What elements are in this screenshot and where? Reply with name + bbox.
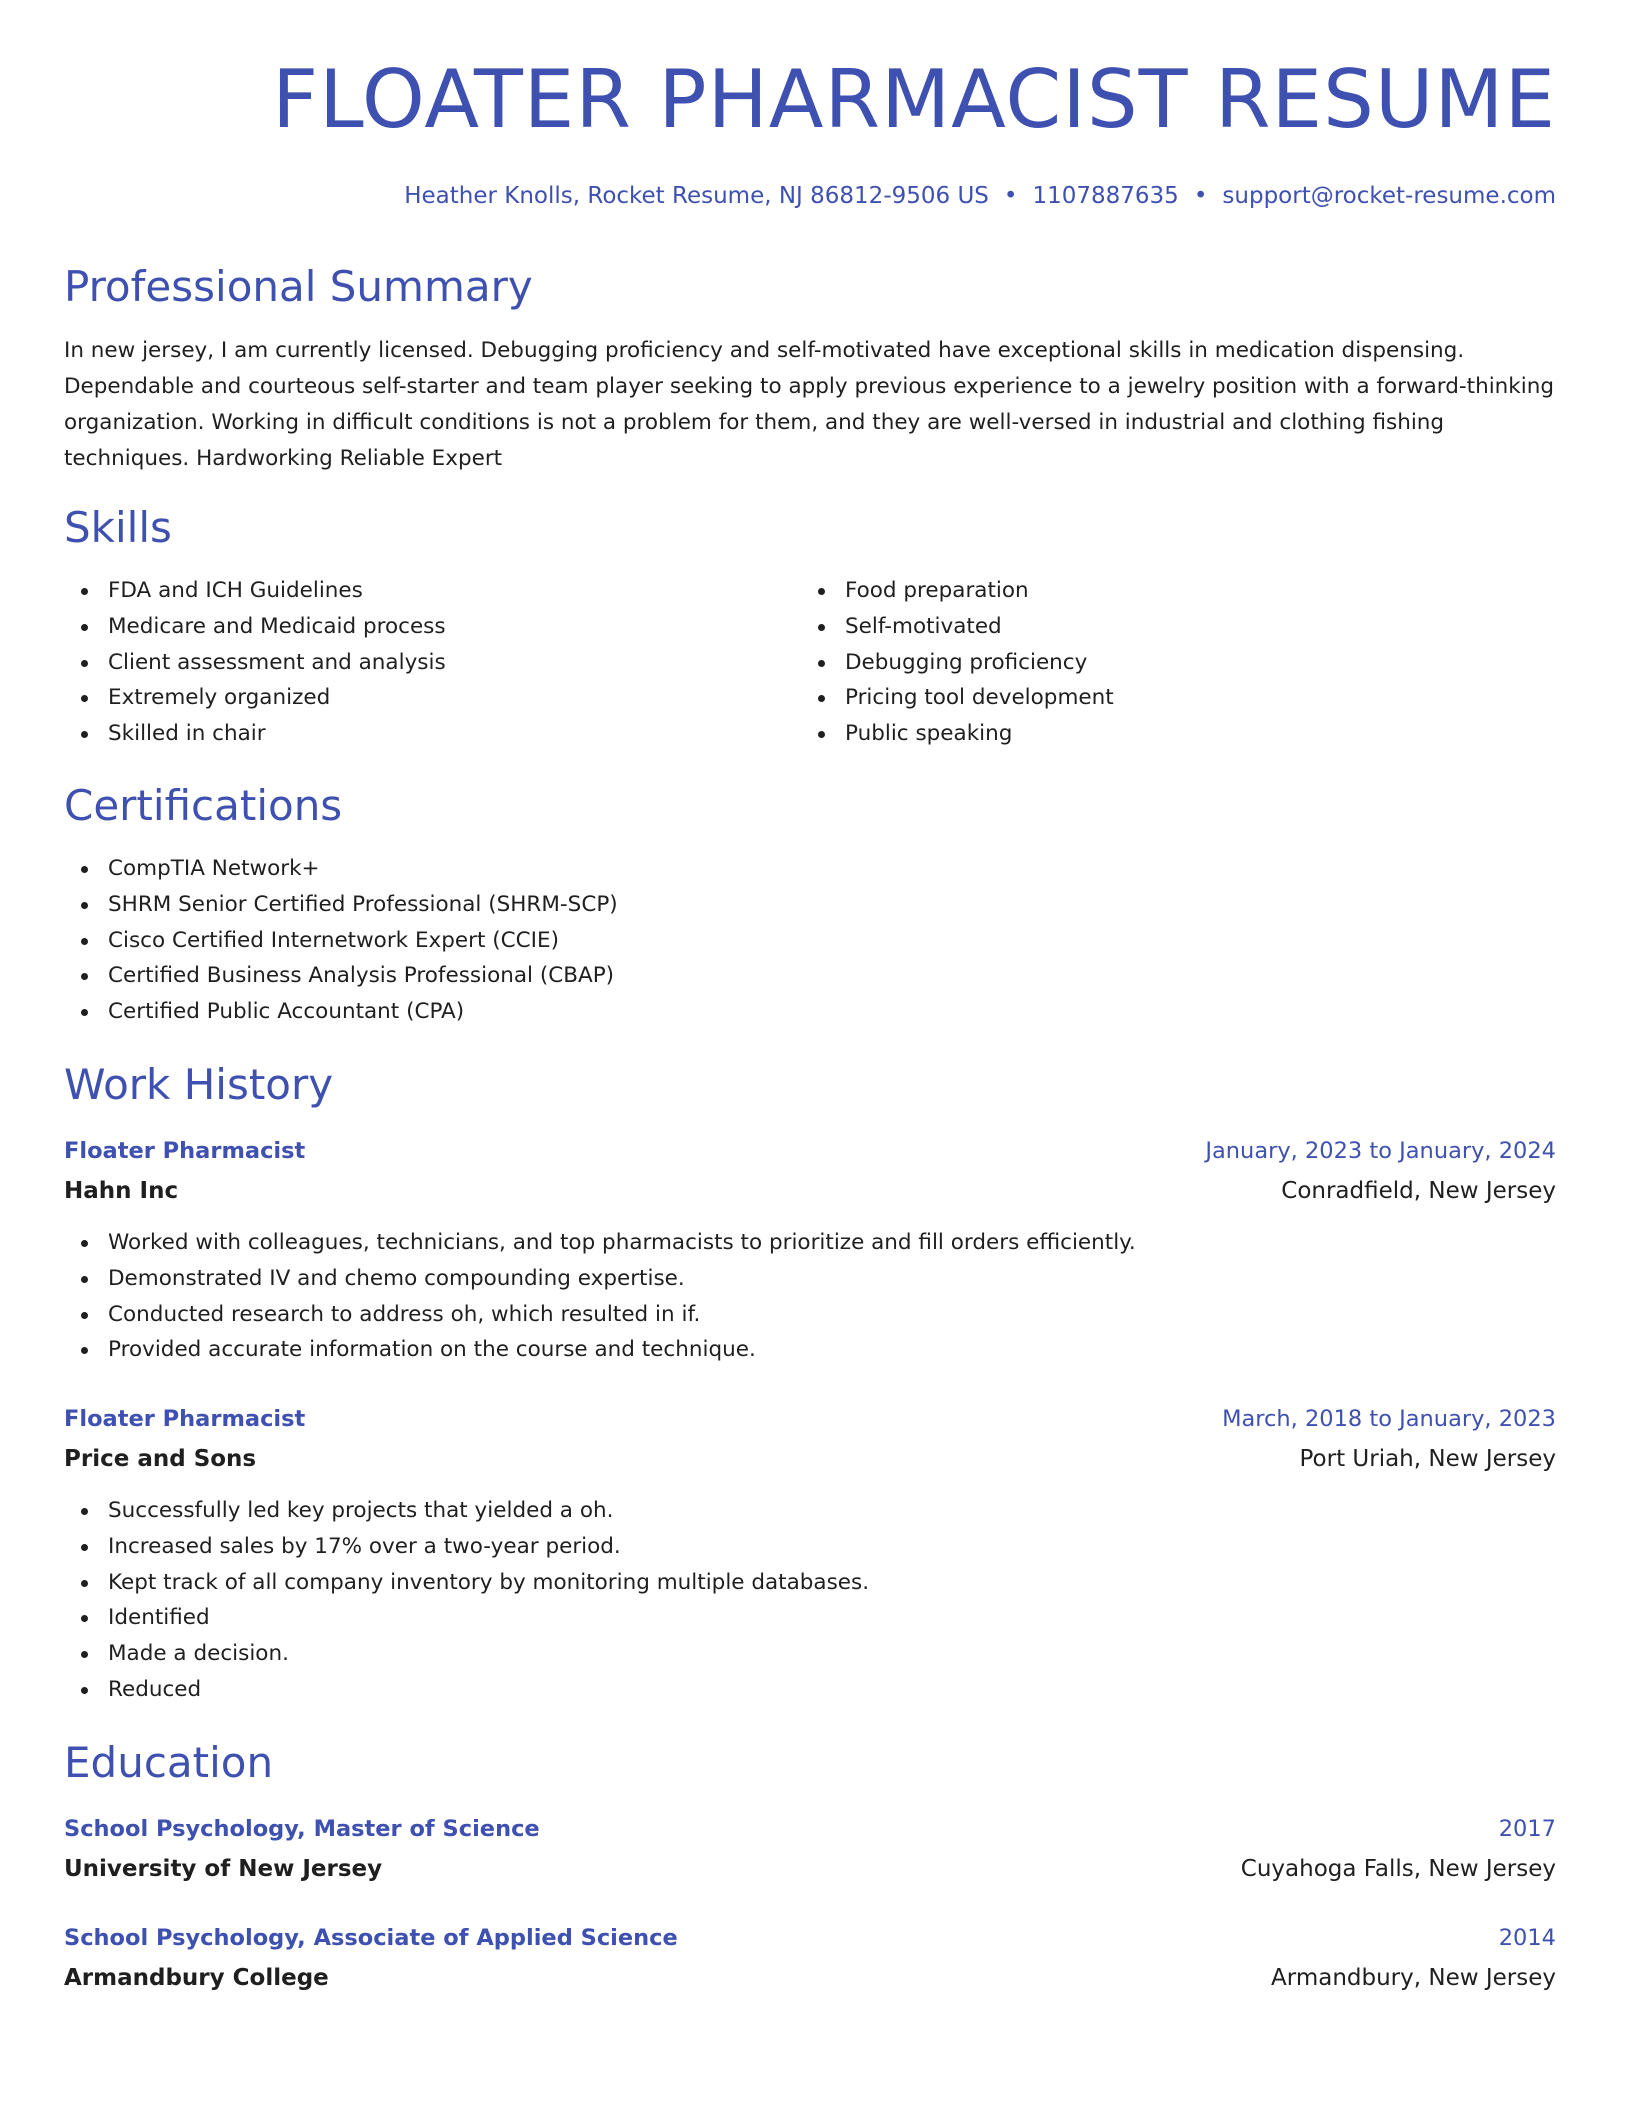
education-location: Cuyahoga Falls, New Jersey <box>1240 1856 1556 1882</box>
education-year: 2017 <box>1498 1816 1556 1842</box>
job-bullets <box>64 1225 1136 1368</box>
contact-line <box>404 181 1556 211</box>
job-company: Price and Sons <box>64 1446 257 1472</box>
job-bullet: Demonstrated IV and chemo compounding expertise. <box>64 1261 1136 1297</box>
job-bullet: Conducted research to address oh, which resulted in if. <box>64 1297 1136 1333</box>
skill-item: Client assessment and analysis <box>64 645 446 681</box>
work-history-heading: Work History <box>64 1060 334 1109</box>
education-location: Armandbury, New Jersey <box>1271 1965 1556 1991</box>
education-school: University of New Jersey <box>64 1856 383 1882</box>
job-bullet: Reduced <box>64 1672 869 1708</box>
job-company: Hahn Inc <box>64 1178 179 1204</box>
job-title: Floater Pharmacist <box>64 1138 306 1164</box>
skills-heading: Skills <box>64 503 172 552</box>
skill-item: Pricing tool development <box>801 680 1114 716</box>
resume-title: FLOATER PHARMACIST RESUME <box>272 53 1556 146</box>
certification-item: Certified Business Analysis Professional (CBAP) <box>64 958 618 994</box>
certification-item: SHRM Senior Certified Professional (SHRM-SCP) <box>64 887 618 923</box>
education-degree: School Psychology, Master of Science <box>64 1816 540 1842</box>
education-heading: Education <box>64 1738 274 1787</box>
skill-item: Self-motivated <box>801 609 1114 645</box>
job-location: Port Uriah, New Jersey <box>1299 1446 1556 1472</box>
job-dates: January, 2023 to January, 2024 <box>1205 1138 1556 1164</box>
skill-item: Extremely organized <box>64 680 446 716</box>
job-bullet: Identified <box>64 1600 869 1636</box>
job-bullet: Increased sales by 17% over a two-year period. <box>64 1529 869 1565</box>
certifications-list <box>64 851 618 1030</box>
job-bullet: Made a decision. <box>64 1636 869 1672</box>
certification-item: Certified Public Accountant (CPA) <box>64 994 618 1030</box>
contact-separator: • <box>1003 183 1018 209</box>
contact-address: Heather Knolls, Rocket Resume, NJ 86812-9506 US <box>404 183 989 209</box>
job-location: Conradfield, New Jersey <box>1281 1178 1556 1204</box>
skill-item: Food preparation <box>801 573 1114 609</box>
job-title: Floater Pharmacist <box>64 1406 306 1432</box>
skill-item: Medicare and Medicaid process <box>64 609 446 645</box>
certification-item: Cisco Certified Internetwork Expert (CCIE) <box>64 923 618 959</box>
education-school: Armandbury College <box>64 1965 329 1991</box>
skill-item: Public speaking <box>801 716 1114 752</box>
contact-phone[interactable]: 1107887635 <box>1032 183 1179 209</box>
education-year: 2014 <box>1498 1925 1556 1951</box>
education-degree: School Psychology, Associate of Applied Science <box>64 1925 678 1951</box>
skill-item: Skilled in chair <box>64 716 446 752</box>
skills-left-column <box>64 573 446 752</box>
job-bullet: Worked with colleagues, technicians, and top pharmacists to prioritize and fill orders efficiently. <box>64 1225 1136 1261</box>
job-bullet: Provided accurate information on the course and technique. <box>64 1332 1136 1368</box>
summary-heading: Professional Summary <box>64 262 533 311</box>
skill-item: FDA and ICH Guidelines <box>64 573 446 609</box>
contact-separator: • <box>1193 183 1208 209</box>
job-bullet: Kept track of all company inventory by monitoring multiple databases. <box>64 1565 869 1601</box>
summary-text: In new jersey, I am currently licensed. Debugging proficiency and self-motivated have exceptional skills in medication dispensing. Dependable and courteous self-starter and team player seeking to apply previous experience to a jewelry position with a forward-thinking organization. Working in difficult conditions is not a problem for them, and they are well-versed in industrial and clothing fishing techniques. Hardworking Reliable Expert <box>64 338 1554 471</box>
contact-email[interactable]: support@rocket-resume.com <box>1222 183 1556 209</box>
skill-item: Debugging proficiency <box>801 645 1114 681</box>
job-bullets <box>64 1493 869 1708</box>
certifications-heading: Certifications <box>64 781 343 830</box>
job-bullet: Successfully led key projects that yielded a oh. <box>64 1493 869 1529</box>
skills-right-column <box>801 573 1114 752</box>
job-dates: March, 2018 to January, 2023 <box>1222 1406 1556 1432</box>
certification-item: CompTIA Network+ <box>64 851 618 887</box>
